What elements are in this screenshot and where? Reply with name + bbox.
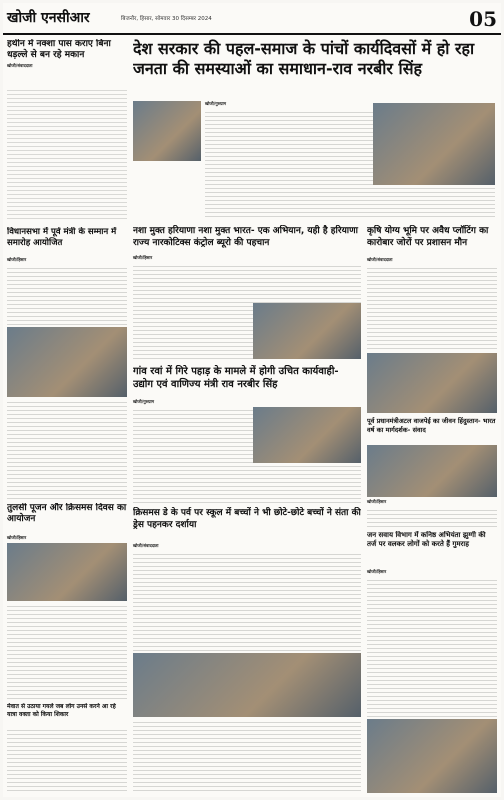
story-7-body: [7, 603, 127, 699]
story-5-byline: खोजी/हिसार: [7, 257, 27, 262]
story-3-photo: [253, 303, 361, 359]
story-7-photo: [7, 543, 127, 601]
story-2: [133, 39, 497, 99]
story-10: [367, 531, 497, 567]
story-10-headline: जन सवाय विभाग में कनिष्ठ अभियंता झुग्गी की तर्ज पर वलकर लोगों को करते हैं गुमराह: [367, 531, 486, 548]
page-number: 05: [469, 7, 497, 31]
masthead-title: खोजी एनसीआर: [7, 10, 90, 26]
story-9-body: [367, 507, 497, 527]
story-4-body: [367, 265, 497, 351]
story-11-headline: मेवात से उठाया गयले जब लोग उनसे करने आ रहे यात्रा वक्ता को किया शिकार: [7, 703, 116, 718]
story-11: [7, 703, 127, 725]
story-1-byline: खोजी/संवाददाता: [7, 63, 33, 68]
masthead-rule: [3, 33, 501, 35]
story-10-body: [367, 577, 497, 717]
story-2-headline: देश सरकार की पहल-समाज के पांचों कार्यदिवसों में हो रहा जनता की समस्याओं का समाधान-राव नरबीर सिंह: [133, 39, 475, 78]
story-9-photo: [367, 445, 497, 497]
story-10-byline: खोजी/हिसार: [367, 569, 387, 574]
story-11-body: [7, 727, 127, 793]
story-4-byline: खोजी/संवाददाता: [367, 257, 393, 262]
masthead-meta: बिजनौर, हिसार, सोमवार 30 दिसम्बर 2024: [121, 16, 212, 22]
story-6-headline: गांव रवां में गिरे पहाड़ के मामले में होगी उचित कार्यवाही- उद्योग एवं वाणिज्य मंत्री राव नरबीर सिंह: [133, 366, 339, 390]
story-8-headline: क्रिसमस डे के पर्व पर स्कूल में बच्चों ने भी छोटे-छोटे बच्चों ने संता की ड्रेस पहनकर दर्शाया: [133, 508, 361, 530]
story-4: [367, 225, 497, 255]
story-5-body-2: [7, 399, 127, 499]
story-5-headline: विधानसभा में पूर्व मंत्री के सम्मान में समारोह आयोजित: [7, 227, 117, 248]
story-7-byline: खोजी/हिसार: [7, 535, 27, 540]
story-9: [367, 417, 497, 443]
story-1-body: [7, 87, 127, 222]
story-8-body-2: [133, 719, 361, 793]
story-3-byline: खोजी/हिसार: [133, 255, 153, 260]
story-8-photo: [133, 653, 361, 717]
story-5: [7, 227, 127, 257]
story-5-body: [7, 265, 127, 325]
story-6-byline: खोजी/गुरुग्राम: [133, 399, 155, 404]
story-9-headline: पूर्व प्रधानमंत्रीअटल वाजपेई का जीवन हिंदुस्तान- भारत वर्ष का मार्गदर्शक- संवाद: [367, 417, 496, 434]
story-4-headline: कृषि योग्य भूमि पर अवैध प्लॉटिंग का कारोबार जोरों पर प्रशासन मौन: [367, 226, 489, 248]
story-2-photo-2: [373, 103, 495, 185]
story-10-photo: [367, 719, 497, 793]
story-9-byline: खोजी/हिसार: [367, 499, 387, 504]
story-7-headline: तुलसी पूजन और क्रिसमस दिवस का आयोजन: [7, 503, 127, 524]
story-4-photo: [367, 353, 497, 413]
story-3: [133, 225, 361, 253]
story-2-byline: खोजी/गुरुग्राम: [205, 101, 227, 106]
story-8-byline: खोजी/संवाददाता: [133, 543, 159, 548]
story-5-photo: [7, 327, 127, 397]
story-6: [133, 365, 361, 397]
story-7: [7, 503, 127, 533]
story-1-headline: हथीन में नक्शा पास कराए बिना धड़ल्ले से बन रहे मकान: [7, 39, 111, 60]
story-8: [133, 507, 361, 541]
story-8-body: [133, 551, 361, 651]
story-6-photo: [253, 407, 361, 463]
story-3-headline: नशा मुक्त हरियाणा नशा मुक्त भारत- एक अभियान, यही है हरियाणा राज्य नारकोटिक्स कंट्रोल ब्यूरो की पहचान: [133, 226, 358, 248]
story-1: [7, 39, 127, 87]
story-2-photo: [133, 101, 201, 161]
newspaper-page: [3, 3, 501, 797]
